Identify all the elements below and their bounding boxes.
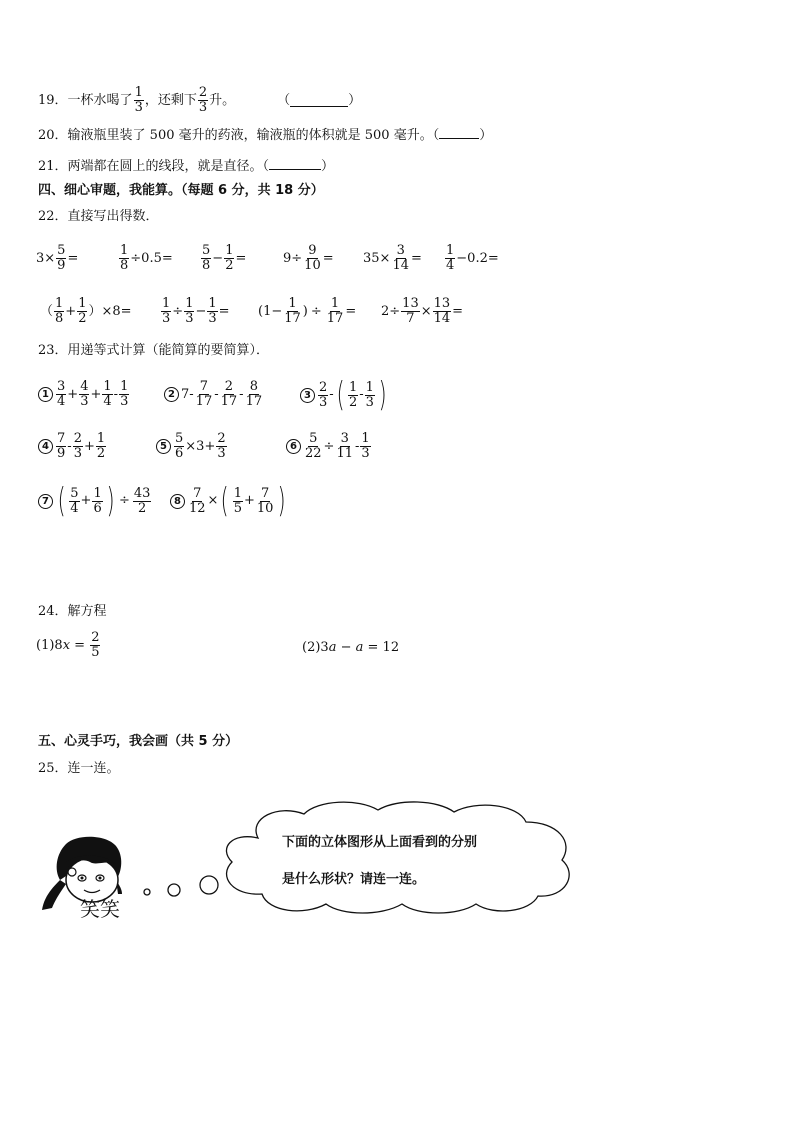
q22-row1-e6: $\frac{1}{4}$ −0.2= (446, 243, 499, 273)
question-25-title: 25．连一连。 (38, 761, 120, 776)
answer-blank[interactable] (290, 94, 348, 107)
q23-problem-4: 4 $\frac{7}{9}$ - $\frac{2}{3}$ + $\frac{1}{2}$ (38, 432, 107, 461)
bubble-text-line2: 是什么形状？请连一连。 (282, 872, 426, 887)
q23-problem-5: 5 $\frac{5}{6}$ ×3+ $\frac{2}{3}$ (156, 432, 228, 461)
question-20: 20．输液瓶里装了 500 毫升的药液，输液瓶的体积就是 500 毫升。（ ） (38, 128, 493, 143)
circled-number: 2 (164, 387, 179, 402)
q22-row2-e3: (1− $\frac{1}{17}$ ) ÷ $\frac{1}{17}$ = (258, 296, 357, 326)
circled-number: 1 (38, 387, 53, 402)
q24-equation-2: (2)3 a − a = 12 (302, 640, 400, 655)
q19-text-b: ，还剩下 (144, 92, 197, 108)
circled-number: 6 (286, 439, 301, 454)
q23-problem-2: 2 7- $\frac{7}{17}$ - $\frac{2}{17}$ - $\frac{8}{17}$ (164, 380, 264, 409)
q23-problem-8: 8 $\frac{7}{12}$ × ( $\frac{1}{5}$ + $\frac{7}{10}$ ) (170, 484, 289, 518)
q19-text-c: 升。 (209, 92, 236, 108)
q22-row1-e1: 3× $\frac{5}{9}$ = (36, 243, 79, 273)
circled-number: 8 (170, 494, 185, 509)
q22-row1-e4: 9÷ $\frac{9}{10}$ = (283, 243, 334, 273)
circled-number: 5 (156, 439, 171, 454)
circled-number: 3 (300, 388, 315, 403)
question-23-title: 23．用递等式计算（能简算的要简算）． (38, 343, 270, 358)
q24-equation-1: (1)8 x = $\frac{2}{5}$ (36, 630, 100, 660)
q22-row2-e4: 2÷ $\frac{13}{7}$ × $\frac{13}{14}$ = (381, 296, 464, 326)
q19-text-a: 一杯水喝了 (67, 92, 133, 108)
q23-problem-3: 3 $\frac{2}{3}$ - ( $\frac{1}{2}$ - $\frac{1}{3}$ ) (300, 378, 389, 412)
q23-problem-1: 1 $\frac{3}{4}$ + $\frac{4}{3}$ + $\frac{1}{4}$ - $\frac{1}{3}$ (38, 380, 130, 409)
answer-blank[interactable] (269, 157, 321, 170)
thought-dots (140, 872, 222, 900)
girl-caption: 笑笑 (80, 897, 120, 921)
q22-row1-e2: $\frac{1}{8}$ ÷0.5= (120, 243, 173, 273)
section-5-title: 五、心灵手巧，我会画（共 5 分） (38, 734, 239, 749)
thought-bubble (218, 798, 582, 918)
fraction: $\frac{2}{3}$ (198, 85, 208, 115)
q22-row1-e5: 35× $\frac{3}{14}$ = (363, 243, 422, 273)
question-19: 19． 一杯水喝了 $\frac{1}{3}$ ，还剩下 $\frac{2}{3}$ 升。 （ ） (38, 85, 362, 115)
q23-problem-7: 7 ( $\frac{5}{4}$ + $\frac{1}{6}$ ) ÷ $\frac{43}{2}$ (38, 484, 152, 518)
bubble-text-line1: 下面的立体图形从上面看到的分别 (282, 835, 478, 850)
question-24-title: 24．解方程 (38, 604, 107, 619)
answer-blank[interactable] (439, 126, 479, 139)
question-22-title: 22．直接写出得数． (38, 209, 159, 224)
fraction: $\frac{1}{3}$ (134, 85, 143, 115)
q22-row2-e2: $\frac{1}{3}$ ÷ $\frac{1}{3}$ − $\frac{1}{3}$ = (162, 296, 230, 326)
q19-number: 19． (38, 92, 68, 108)
q22-row2-e1: （ $\frac{1}{8}$ + $\frac{1}{2}$ ）×8= (40, 296, 132, 326)
circled-number: 4 (38, 439, 53, 454)
q23-problem-6: 6 $\frac{5}{22}$ ÷ $\frac{3}{11}$ - $\frac{1}{3}$ (286, 432, 372, 461)
question-21: 21．两端都在圆上的线段，就是直径。（ ） (38, 159, 335, 174)
section-4-title: 四、细心审题，我能算。（每题 6 分，共 18 分） (38, 183, 324, 198)
q22-row1-e3: $\frac{5}{8}$ − $\frac{1}{2}$ = (202, 243, 247, 273)
circled-number: 7 (38, 494, 53, 509)
